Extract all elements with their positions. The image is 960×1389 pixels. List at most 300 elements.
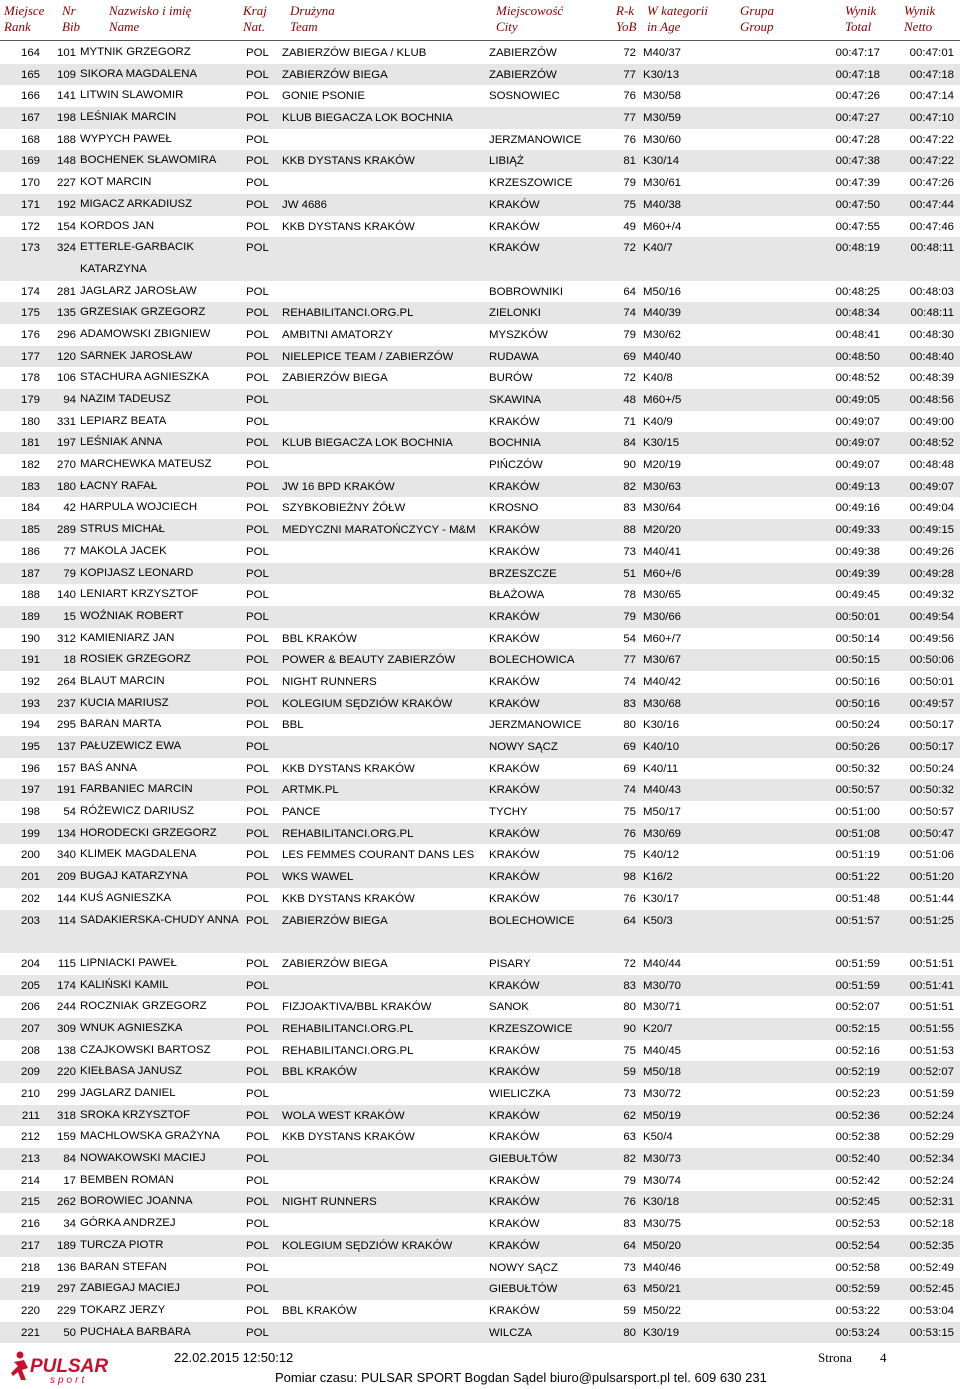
name-cell: KAMIENIARZ JAN: [80, 631, 175, 644]
name-cell: KUŚ AGNIESZKA: [80, 891, 172, 904]
rank-cell: 166: [20, 90, 40, 103]
team-cell: REHABILITANCI.ORG.PL: [282, 1044, 414, 1057]
category-cell: M40/45: [643, 1044, 681, 1057]
rank-cell: 208: [20, 1044, 40, 1057]
rank-cell: 172: [20, 220, 40, 233]
name-cell: BOROWIEC JOANNA: [80, 1195, 193, 1208]
team-cell: REHABILITANCI.ORG.PL: [282, 1022, 414, 1035]
team-cell: LES FEMMES COURANT DANS LES: [282, 849, 475, 862]
total-time-cell: 00:50:26: [835, 741, 880, 754]
table-row: [0, 1061, 960, 1083]
table-row: [0, 302, 960, 324]
bib-cell: 229: [56, 1304, 76, 1317]
rank-cell: 217: [20, 1239, 40, 1252]
rank-cell: 182: [20, 459, 40, 472]
nat-cell: POL: [246, 328, 269, 341]
total-time-cell: 00:49:16: [835, 502, 880, 515]
rank-cell: 219: [20, 1283, 40, 1296]
name-cell: HORODECKI GRZEGORZ: [80, 826, 217, 839]
netto-time-cell: 00:50:47: [909, 827, 954, 840]
header-rank: [4, 3, 44, 35]
nat-cell: POL: [246, 285, 269, 298]
bib-cell: 109: [56, 68, 76, 81]
netto-time-cell: 00:51:06: [909, 849, 954, 862]
nat-cell: POL: [246, 350, 269, 363]
table-row: [0, 389, 960, 411]
total-time-cell: 00:48:19: [835, 242, 880, 255]
rank-cell: 178: [20, 372, 40, 385]
yob-cell: 76: [623, 133, 636, 146]
name-cell: LEŚNIAK ANNA: [80, 436, 163, 449]
table-row: [0, 411, 960, 433]
name-cell: BARAN MARTA: [80, 718, 162, 731]
rank-cell: 202: [20, 892, 40, 905]
city-cell: KRZESZOWICE: [489, 177, 573, 190]
yob-cell: 64: [623, 1239, 636, 1252]
rank-cell: 164: [20, 47, 40, 59]
name-cell: ADAMOWSKI ZBIGNIEW: [80, 327, 211, 340]
total-time-cell: 00:47:50: [835, 198, 880, 211]
header-city: [496, 3, 563, 35]
rank-cell: 205: [20, 979, 40, 992]
netto-time-cell: 00:47:22: [909, 155, 954, 168]
table-row: [0, 107, 960, 129]
netto-time-cell: 00:52:34: [909, 1153, 954, 1166]
city-cell: NOWY SĄCZ: [489, 741, 558, 754]
city-cell: KRAKÓW: [489, 871, 540, 884]
yob-cell: 72: [623, 47, 636, 59]
rank-cell: 201: [20, 871, 40, 884]
nat-cell: POL: [246, 784, 269, 797]
nat-cell: POL: [246, 112, 269, 125]
timing-info: Pomiar czasu: PULSAR SPORT Bogdan Sądel biuro@pulsarsport.pl tel. 609 630 231: [275, 1370, 767, 1385]
category-cell: M30/66: [643, 610, 681, 623]
team-cell: NIGHT RUNNERS: [282, 675, 377, 688]
netto-time-cell: 00:48:48: [909, 459, 954, 472]
total-time-cell: 00:49:13: [835, 480, 880, 493]
nat-cell: POL: [246, 480, 269, 493]
name-cell: RÓŻEWICZ DARIUSZ: [80, 805, 194, 818]
bib-cell: 264: [56, 675, 76, 688]
netto-time-cell: 00:49:57: [909, 697, 954, 710]
city-cell: KRAKÓW: [489, 762, 540, 775]
bib-cell: 191: [56, 784, 76, 797]
name-cell: SIKORA MAGDALENA: [80, 67, 198, 80]
bib-cell: 77: [63, 545, 76, 558]
netto-time-cell: 00:47:14: [909, 90, 954, 103]
total-time-cell: 00:47:38: [835, 155, 880, 168]
rank-cell: 191: [20, 654, 40, 667]
bib-cell: 197: [56, 437, 76, 450]
table-row: [0, 779, 960, 801]
nat-cell: POL: [246, 198, 269, 211]
name-cell: KIEŁBASA JANUSZ: [80, 1065, 182, 1078]
name-cell: TOKARZ JERZY: [80, 1303, 166, 1316]
total-time-cell: 00:51:57: [835, 914, 880, 927]
nat-cell: POL: [246, 307, 269, 320]
name-cell: SROKA KRZYSZTOF: [80, 1108, 190, 1121]
rank-cell: 206: [20, 1001, 40, 1014]
yob-cell: 64: [623, 914, 636, 927]
yob-cell: 73: [623, 545, 636, 558]
total-time-cell: 00:49:39: [835, 567, 880, 580]
yob-cell: 62: [623, 1109, 636, 1122]
page-label: Strona: [818, 1350, 852, 1365]
total-time-cell: 00:52:16: [835, 1044, 880, 1057]
bib-cell: 137: [56, 741, 76, 754]
city-cell: KRAKÓW: [489, 545, 540, 558]
city-cell: BURÓW: [489, 372, 533, 385]
city-cell: KRAKÓW: [489, 1304, 540, 1317]
bib-cell: 101: [56, 47, 76, 59]
category-cell: M50/18: [643, 1066, 681, 1079]
total-time-cell: 00:51:19: [835, 849, 880, 862]
city-cell: KRAKÓW: [489, 1109, 540, 1122]
city-cell: NOWY SĄCZ: [489, 1261, 558, 1274]
team-cell: MEDYCZNI MARATOŃCZYCY - M&M: [282, 524, 476, 537]
table-row: [0, 150, 960, 172]
yob-cell: 79: [623, 1174, 636, 1187]
netto-time-cell: 00:52:07: [909, 1066, 954, 1079]
yob-cell: 74: [623, 307, 636, 320]
team-cell: ZABIERZÓW BIEGA: [282, 914, 388, 927]
city-cell: KRAKÓW: [489, 1174, 540, 1187]
category-cell: M30/59: [643, 112, 681, 125]
bib-cell: 154: [56, 220, 76, 233]
yob-cell: 74: [623, 675, 636, 688]
category-cell: M50/16: [643, 285, 681, 298]
team-cell: REHABILITANCI.ORG.PL: [282, 827, 414, 840]
header-netto-en: Netto: [904, 19, 933, 34]
logo-text: PULSAR: [30, 1356, 109, 1377]
netto-time-cell: 00:52:45: [909, 1283, 954, 1296]
team-cell: PANCE: [282, 806, 321, 819]
table-row: [0, 1126, 960, 1148]
city-cell: SKAWINA: [489, 394, 542, 407]
yob-cell: 51: [623, 567, 636, 580]
nat-cell: POL: [246, 1261, 269, 1274]
category-cell: M40/41: [643, 545, 681, 558]
category-cell: K40/9: [643, 415, 673, 428]
team-cell: KKB DYSTANS KRAKÓW: [282, 220, 415, 233]
city-cell: KRAKÓW: [489, 220, 540, 233]
table-row: [0, 346, 960, 368]
header-city-pl: Miejscowość: [496, 3, 564, 18]
total-time-cell: 00:47:26: [835, 90, 880, 103]
bib-cell: 136: [56, 1261, 76, 1274]
city-cell: KRAKÓW: [489, 827, 540, 840]
rank-cell: 210: [20, 1088, 40, 1101]
yob-cell: 73: [623, 1088, 636, 1101]
nat-cell: POL: [246, 719, 269, 732]
yob-cell: 77: [623, 68, 636, 81]
netto-time-cell: 00:47:10: [909, 112, 954, 125]
total-time-cell: 00:49:33: [835, 524, 880, 537]
bib-cell: 120: [56, 350, 76, 363]
team-cell: JW 4686: [282, 198, 327, 211]
name-cell: WNUK AGNIESZKA: [80, 1021, 183, 1034]
yob-cell: 54: [623, 632, 636, 645]
team-cell: ZABIERZÓW BIEGA: [282, 957, 388, 970]
netto-time-cell: 00:47:26: [909, 177, 954, 190]
name-cell: GÓRKA ANDRZEJ: [80, 1217, 176, 1230]
table-row: [0, 671, 960, 693]
nat-cell: POL: [246, 1044, 269, 1057]
nat-cell: POL: [246, 459, 269, 472]
rank-cell: 221: [20, 1326, 40, 1339]
table-row: [0, 476, 960, 498]
netto-time-cell: 00:51:51: [909, 1001, 954, 1014]
rank-cell: 174: [20, 285, 40, 298]
category-cell: M30/72: [643, 1088, 681, 1101]
name-cell: HARPULA WOJCIECH: [80, 501, 198, 514]
nat-cell: POL: [246, 1196, 269, 1209]
team-cell: JW 16 BPD KRAKÓW: [282, 480, 395, 493]
city-cell: GIEBUŁTÓW: [489, 1153, 558, 1166]
team-cell: BBL: [282, 719, 304, 732]
rank-cell: 194: [20, 719, 40, 732]
category-cell: M60+/6: [643, 567, 682, 580]
header-group: [740, 3, 774, 35]
bib-cell: 309: [56, 1022, 76, 1035]
netto-time-cell: 00:47:22: [909, 133, 954, 146]
table-row: [0, 1018, 960, 1040]
team-cell: KLUB BIEGACZA LOK BOCHNIA: [282, 112, 453, 125]
yob-cell: 84: [623, 437, 636, 450]
rank-cell: 215: [20, 1196, 40, 1209]
rank-cell: 212: [20, 1131, 40, 1144]
bib-cell: 79: [63, 567, 76, 580]
name-cell: BUGAJ KATARZYNA: [80, 870, 188, 883]
yob-cell: 78: [623, 589, 636, 602]
nat-cell: POL: [246, 1001, 269, 1014]
header-category-en: in Age: [647, 19, 681, 34]
yob-cell: 79: [623, 328, 636, 341]
city-cell: KRAKÓW: [489, 480, 540, 493]
city-cell: WIELICZKA: [489, 1088, 551, 1101]
name-cell: KLIMEK MAGDALENA: [80, 848, 197, 861]
netto-time-cell: 00:48:30: [909, 328, 954, 341]
total-time-cell: 00:51:48: [835, 892, 880, 905]
bib-cell: 144: [56, 892, 76, 905]
city-cell: KRAKÓW: [489, 632, 540, 645]
netto-time-cell: 00:52:24: [909, 1109, 954, 1122]
total-time-cell: 00:48:41: [835, 328, 880, 341]
total-time-cell: 00:48:52: [835, 372, 880, 385]
netto-time-cell: 00:53:15: [909, 1326, 954, 1339]
rank-cell: 169: [20, 155, 40, 168]
total-time-cell: 00:50:16: [835, 697, 880, 710]
total-time-cell: 00:52:59: [835, 1283, 880, 1296]
name-cell: LIPNIACKI PAWEŁ: [80, 956, 177, 969]
netto-time-cell: 00:49:00: [909, 415, 954, 428]
nat-cell: POL: [246, 697, 269, 710]
table-row: [0, 1213, 960, 1235]
name-cell: LITWIN SLAWOMIR: [80, 89, 184, 102]
category-cell: K30/13: [643, 68, 680, 81]
category-cell: M30/69: [643, 827, 681, 840]
netto-time-cell: 00:50:17: [909, 719, 954, 732]
category-cell: M30/74: [643, 1174, 681, 1187]
nat-cell: POL: [246, 871, 269, 884]
total-time-cell: 00:51:59: [835, 979, 880, 992]
city-cell: BOLECHOWICA: [489, 654, 575, 667]
nat-cell: POL: [246, 589, 269, 602]
table-row: [0, 758, 960, 780]
nat-cell: POL: [246, 242, 269, 255]
yob-cell: 76: [623, 90, 636, 103]
nat-cell: POL: [246, 1174, 269, 1187]
rank-cell: 165: [20, 68, 40, 81]
table-row: [0, 1322, 960, 1344]
yob-cell: 83: [623, 502, 636, 515]
total-time-cell: 00:52:53: [835, 1218, 880, 1231]
name-cell: SADAKIERSKA-CHUDY ANNA: [80, 913, 239, 926]
table-row: [0, 1300, 960, 1322]
nat-cell: POL: [246, 1239, 269, 1252]
name-cell: PUCHAŁA BARBARA: [80, 1325, 191, 1338]
yob-cell: 69: [623, 741, 636, 754]
bib-cell: 135: [56, 307, 76, 320]
yob-cell: 72: [623, 242, 636, 255]
rank-cell: 177: [20, 350, 40, 363]
yob-cell: 83: [623, 979, 636, 992]
bib-cell: 270: [56, 459, 76, 472]
yob-cell: 80: [623, 1326, 636, 1339]
netto-time-cell: 00:48:52: [909, 437, 954, 450]
rank-cell: 175: [20, 307, 40, 320]
total-time-cell: 00:49:38: [835, 545, 880, 558]
category-cell: M50/17: [643, 806, 681, 819]
total-time-cell: 00:52:42: [835, 1174, 880, 1187]
category-cell: K20/7: [643, 1022, 673, 1035]
rank-cell: 189: [20, 610, 40, 623]
nat-cell: POL: [246, 762, 269, 775]
netto-time-cell: 00:49:04: [909, 502, 954, 515]
rank-cell: 183: [20, 480, 40, 493]
bib-cell: 324: [56, 242, 76, 255]
rank-cell: 181: [20, 437, 40, 450]
bib-cell: 262: [56, 1196, 76, 1209]
nat-cell: POL: [246, 849, 269, 862]
name-cell: GRZESIAK GRZEGORZ: [80, 306, 206, 319]
header-rank-en: Rank: [4, 19, 31, 34]
total-time-cell: 00:50:15: [835, 654, 880, 667]
name-cell: KOT MARCIN: [80, 176, 152, 189]
header-nat: [243, 3, 267, 35]
yob-cell: 79: [623, 610, 636, 623]
table-row: [0, 975, 960, 997]
bib-cell: 141: [56, 90, 76, 103]
header-bib-pl: Nr: [62, 3, 76, 18]
category-cell: M20/19: [643, 459, 681, 472]
rank-cell: 185: [20, 524, 40, 537]
name-cell: STACHURA AGNIESZKA: [80, 371, 209, 384]
name-cell: LEPIARZ BEATA: [80, 414, 167, 427]
netto-time-cell: 00:49:54: [909, 610, 954, 623]
city-cell: KRAKÓW: [489, 697, 540, 710]
nat-cell: POL: [246, 545, 269, 558]
category-cell: K50/4: [643, 1131, 673, 1144]
nat-cell: POL: [246, 827, 269, 840]
category-cell: M30/60: [643, 133, 681, 146]
category-cell: M40/44: [643, 957, 681, 970]
rank-cell: 167: [20, 112, 40, 125]
total-time-cell: 00:52:36: [835, 1109, 880, 1122]
name-cell: ETTERLE-GARBACIK KATARZYNA: [80, 241, 194, 275]
team-cell: NIGHT RUNNERS: [282, 1196, 377, 1209]
netto-time-cell: 00:50:24: [909, 762, 954, 775]
name-cell: MARCHEWKA MATEUSZ: [80, 458, 212, 471]
bib-cell: 281: [56, 285, 76, 298]
city-cell: MYSZKÓW: [489, 328, 548, 341]
team-cell: KKB DYSTANS KRAKÓW: [282, 1131, 415, 1144]
total-time-cell: 00:47:28: [835, 133, 880, 146]
city-cell: KRAKÓW: [489, 675, 540, 688]
nat-cell: POL: [246, 415, 269, 428]
name-cell: KALIŃSKI KAMIL: [80, 978, 169, 991]
yob-cell: 49: [623, 220, 636, 233]
bib-cell: 159: [56, 1131, 76, 1144]
city-cell: RUDAWA: [489, 350, 539, 363]
category-cell: M40/39: [643, 307, 681, 320]
nat-cell: POL: [246, 567, 269, 580]
table-row: [0, 42, 960, 64]
yob-cell: 74: [623, 784, 636, 797]
category-cell: K40/10: [643, 741, 680, 754]
category-cell: K30/14: [643, 155, 680, 168]
total-time-cell: 00:53:22: [835, 1304, 880, 1317]
rank-cell: 188: [20, 589, 40, 602]
category-cell: K50/3: [643, 914, 673, 927]
bib-cell: 220: [56, 1066, 76, 1079]
netto-time-cell: 00:48:11: [910, 307, 954, 320]
team-cell: WKS WAWEL: [282, 871, 354, 884]
bib-cell: 244: [56, 1001, 76, 1014]
category-cell: M60+/7: [643, 632, 682, 645]
table-row: [0, 1105, 960, 1127]
category-cell: M50/20: [643, 1239, 681, 1252]
table-row: [0, 563, 960, 585]
nat-cell: POL: [246, 1022, 269, 1035]
category-cell: M30/70: [643, 979, 681, 992]
city-cell: KRAKÓW: [489, 198, 540, 211]
bib-cell: 297: [56, 1283, 76, 1296]
bib-cell: 115: [57, 957, 76, 970]
city-cell: ZABIERZÓW: [489, 68, 557, 81]
yob-cell: 75: [623, 198, 636, 211]
header-netto-pl: Wynik: [904, 3, 936, 18]
yob-cell: 69: [623, 762, 636, 775]
netto-time-cell: 00:47:18: [909, 68, 954, 81]
table-row: [0, 1148, 960, 1170]
header-yob-en: YoB: [616, 19, 637, 34]
name-cell: BARAN STEFAN: [80, 1260, 167, 1273]
city-cell: KRAKÓW: [489, 849, 540, 862]
rank-cell: 196: [20, 762, 40, 775]
total-time-cell: 00:50:16: [835, 675, 880, 688]
total-time-cell: 00:52:58: [835, 1261, 880, 1274]
bib-cell: 209: [56, 871, 76, 884]
nat-cell: POL: [246, 979, 269, 992]
category-cell: M40/38: [643, 198, 681, 211]
bib-cell: 148: [56, 155, 76, 168]
team-cell: POWER & BEAUTY ZABIERZÓW: [282, 654, 456, 667]
header-total: [845, 3, 876, 35]
netto-time-cell: 00:49:32: [909, 589, 954, 602]
rank-cell: 213: [20, 1153, 40, 1166]
nat-cell: POL: [246, 47, 269, 59]
